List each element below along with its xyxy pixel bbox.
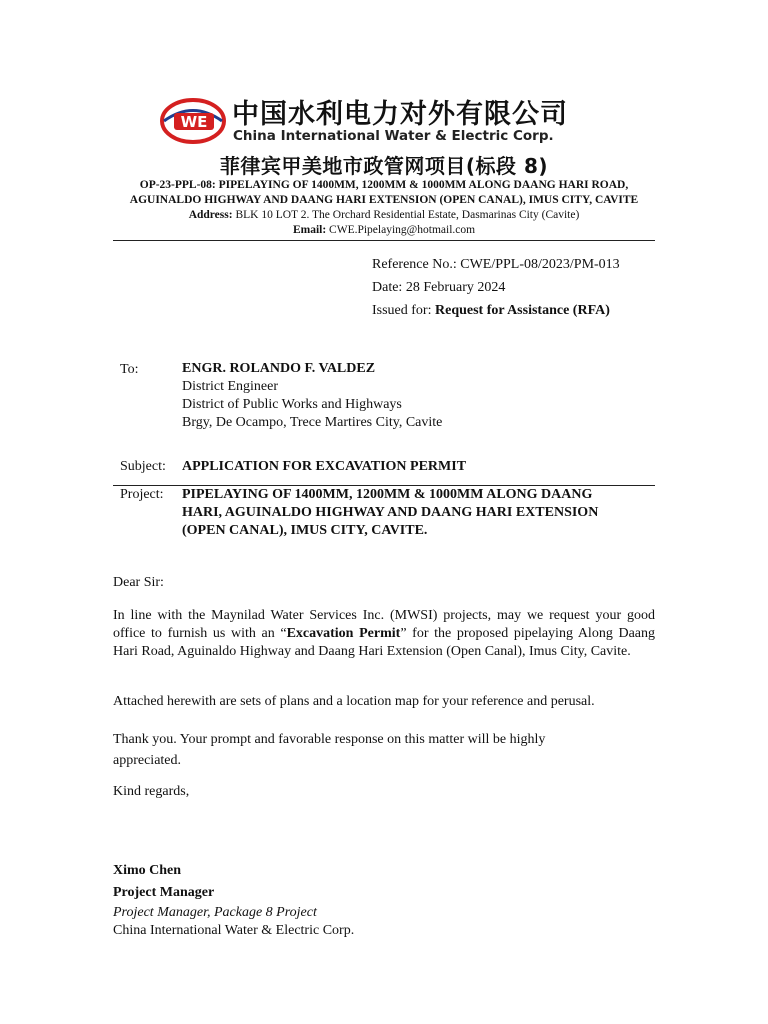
body-paragraph-1-a: In line with the Maynilad Water Services Inc. (MWSI) projects, may we request your good office to furnish us with an “ [113,608,655,641]
issued-for-value: Request for Assistance (RFA) [435,303,610,318]
address-line [0,209,768,221]
project-line-3: (OPEN CANAL), IMUS CITY, CAVITE. [182,523,428,538]
to-label: To: [120,362,139,377]
project-line-2: HARI, AGUINALDO HIGHWAY AND DAANG HARI EXTENSION [182,505,599,520]
address-value: BLK 10 LOT 2. The Orchard Residential Estate, Dasmarinas City (Cavite) [232,209,580,221]
company-logo-graphic [160,98,226,144]
letter-date: Date: 28 February 2024 [372,280,506,295]
letterhead-divider [113,240,655,241]
excavation-permit-text: Excavation Permit [286,626,401,641]
signatory-name: Ximo Chen [113,863,182,878]
email-line [0,224,768,236]
addressee-location: Brgy, De Ocampo, Trece Martires City, Cavite [182,415,443,430]
body-paragraph-1 [113,607,655,661]
logo-text: WE [180,113,208,131]
issued-for [372,303,610,319]
addressee-name: ENGR. ROLANDO F. VALDEZ [182,361,376,376]
body-paragraph-2: Attached herewith are sets of plans and a location map for your reference and perusal. [113,694,595,709]
body-paragraph-3-line-2: appreciated. [113,753,182,768]
company-logo [160,98,226,144]
company-name-chinese: 中国水利电力对外有限公司 [232,99,568,130]
project-line-1: PIPELAYING OF 1400MM, 1200MM & 1000MM ALONG DAANG [182,487,593,502]
addressee-office: District of Public Works and Highways [182,397,402,412]
project-code-line-1: OP-23-PPL-08: PIPELAYING OF 1400MM, 1200MM & 1000MM ALONG DAANG HARI ROAD, [139,179,629,191]
email-value: CWE.Pipelaying@hotmail.com [326,224,476,236]
salutation: Dear Sir: [113,575,164,590]
body-paragraph-1-b: ” for the proposed pipelaying Along Daang Hari Road, Aguinaldo Highway and Daang Hari Extension (Open Canal), Imus City, Cavite. [113,626,655,659]
project-code-line-2: AGUINALDO HIGHWAY AND DAANG HARI EXTENSION (OPEN CANAL), IMUS CITY, CAVITE [129,194,639,206]
company-name-english: China International Water & Electric Corp. [233,128,554,144]
signatory-role: Project Manager, Package 8 Project [113,905,317,920]
email-label: Email: [292,224,327,236]
reference-number: Reference No.: CWE/PPL-08/2023/PM-013 [372,257,620,272]
issued-for-label: Issued for: [372,303,435,318]
body-paragraph-3-line-1: Thank you. Your prompt and favorable response on this matter will be highly [113,732,546,747]
closing: Kind regards, [113,784,190,799]
subject-value: APPLICATION FOR EXCAVATION PERMIT [182,459,467,474]
subject-label: Subject: [120,459,166,474]
signatory-position: Project Manager [113,885,215,900]
address-label: Address: [188,209,233,221]
signatory-company: China International Water & Electric Corp. [113,923,355,938]
addressee-title: District Engineer [182,379,279,394]
project-title-chinese: 菲律宾甲美地市政管网项目(标段 8) [219,154,549,178]
project-label: Project: [120,487,164,502]
body-paragraph-3 [113,729,655,771]
subject-divider [113,485,655,486]
